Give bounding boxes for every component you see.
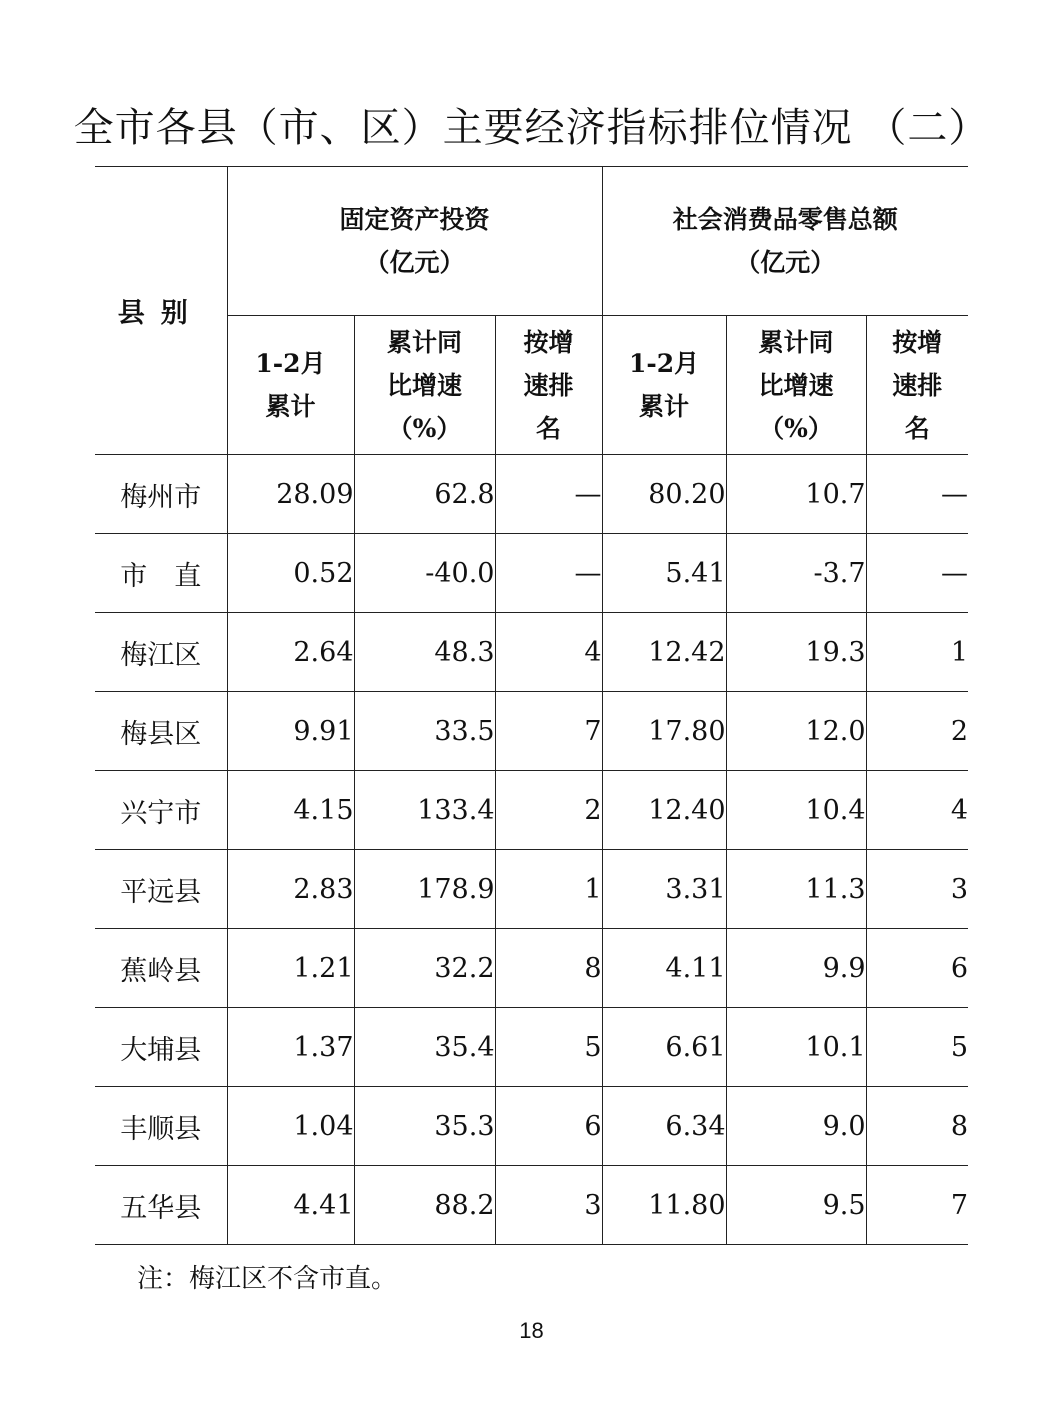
sub-header-cumulative [227,316,354,455]
retail-rank-cell: — [866,455,968,534]
sub-header-line: 累计同 [386,327,462,357]
table-row [95,613,968,692]
table-row [95,1087,968,1166]
table-row [95,534,968,613]
county-cell: 五华县 [95,1166,227,1245]
investment-growth-cell: 33.5 [354,692,495,771]
sub-header-line: 按增 [523,327,574,357]
sub-header-line: 1-2月 [255,349,326,378]
county-cell: 平远县 [95,850,227,929]
retail-growth-cell: 12.0 [726,692,866,771]
sub-header-line: 1-2月 [628,349,700,378]
investment-rank-cell: 1 [495,850,602,929]
table-row [95,850,968,929]
table-row [95,1166,968,1245]
retail-growth-cell: 9.9 [726,929,866,1008]
sub-header-line: 按增 [892,327,943,357]
investment-rank-cell: 6 [495,1087,602,1166]
sub-header-line: 比增速 [758,370,834,400]
retail-rank-cell: — [866,534,968,613]
retail-rank-cell: 4 [866,771,968,850]
county-cell: 丰顺县 [95,1087,227,1166]
sub-header-line: （%） [759,413,833,443]
investment-rank-cell: 3 [495,1166,602,1245]
retail-rank-cell: 1 [866,613,968,692]
county-cell: 兴宁市 [95,771,227,850]
investment-cumulative-cell: 4.15 [227,771,354,850]
retail-sales-header [602,167,968,316]
investment-cumulative-cell: 1.04 [227,1087,354,1166]
investment-rank-cell: 2 [495,771,602,850]
county-cell: 市 直 [95,534,227,613]
retail-growth-cell: 19.3 [726,613,866,692]
table-row [95,771,968,850]
county-cell: 蕉岭县 [95,929,227,1008]
retail-cumulative-cell: 6.34 [602,1087,726,1166]
table-row [95,1008,968,1087]
retail-cumulative-cell: 12.40 [602,771,726,850]
county-cell: 梅县区 [95,692,227,771]
retail-cumulative-cell: 80.20 [602,455,726,534]
investment-growth-cell: 133.4 [354,771,495,850]
retail-growth-cell: 11.3 [726,850,866,929]
investment-rank-cell: — [495,455,602,534]
retail-cumulative-cell: 12.42 [602,613,726,692]
retail-rank-cell: 3 [866,850,968,929]
retail-cumulative-cell: 17.80 [602,692,726,771]
sub-header-line: 累计 [639,392,690,421]
investment-rank-cell: — [495,534,602,613]
county-cell: 大埔县 [95,1008,227,1087]
retail-growth-cell: -3.7 [726,534,866,613]
group-title: 社会消费品零售总额 [672,205,898,234]
retail-rank-cell: 8 [866,1087,968,1166]
page-title: 全市各县（市、区）主要经济指标排位情况 （二） [73,105,990,151]
county-cell: 梅州市 [95,455,227,534]
group-unit: （亿元） [735,248,836,277]
page-number: 18 [519,1318,544,1343]
retail-growth-cell: 10.7 [726,455,866,534]
table-row [95,455,968,534]
sub-header-line: （%） [387,413,462,443]
sub-header-growth [726,316,866,455]
retail-rank-cell: 7 [866,1166,968,1245]
table-row [95,692,968,771]
retail-growth-cell: 9.5 [726,1166,866,1245]
investment-growth-cell: 32.2 [354,929,495,1008]
investment-rank-cell: 7 [495,692,602,771]
county-cell: 梅江区 [95,613,227,692]
sub-header-rank [495,316,602,455]
investment-growth-cell: 48.3 [354,613,495,692]
sub-header-line: 速排 [523,370,574,400]
investment-cumulative-cell: 2.83 [227,850,354,929]
sub-header-line: 累计同 [758,327,834,357]
retail-growth-cell: 10.4 [726,771,866,850]
sub-header-line: 名 [904,413,930,443]
group-unit: （亿元） [364,248,465,277]
investment-growth-cell: 178.9 [354,850,495,929]
sub-header-growth [354,316,495,455]
sub-header-line: 速排 [892,370,943,400]
retail-rank-cell: 2 [866,692,968,771]
fixed-asset-investment-header [227,167,602,316]
retail-cumulative-cell: 5.41 [602,534,726,613]
investment-growth-cell: -40.0 [354,534,495,613]
retail-growth-cell: 10.1 [726,1008,866,1087]
investment-growth-cell: 35.4 [354,1008,495,1087]
retail-cumulative-cell: 4.11 [602,929,726,1008]
retail-growth-cell: 9.0 [726,1087,866,1166]
investment-rank-cell: 4 [495,613,602,692]
retail-cumulative-cell: 6.61 [602,1008,726,1087]
investment-cumulative-cell: 9.91 [227,692,354,771]
investment-growth-cell: 88.2 [354,1166,495,1245]
investment-cumulative-cell: 1.21 [227,929,354,1008]
investment-rank-cell: 8 [495,929,602,1008]
table-row [95,929,968,1008]
investment-cumulative-cell: 1.37 [227,1008,354,1087]
retail-rank-cell: 5 [866,1008,968,1087]
retail-rank-cell: 6 [866,929,968,1008]
retail-cumulative-cell: 3.31 [602,850,726,929]
investment-cumulative-cell: 28.09 [227,455,354,534]
sub-header-cumulative [602,316,726,455]
table-footnote: 注：梅江区不含市直。 [137,1264,398,1294]
sub-header-line: 名 [536,413,562,443]
investment-cumulative-cell: 2.64 [227,613,354,692]
retail-cumulative-cell: 11.80 [602,1166,726,1245]
investment-cumulative-cell: 0.52 [227,534,354,613]
sub-header-rank [866,316,968,455]
sub-header-line: 累计 [265,392,316,421]
sub-header-line: 比增速 [386,370,462,400]
group-title: 固定资产投资 [339,205,490,234]
county-column-header: 县别 [95,167,227,455]
investment-cumulative-cell: 4.41 [227,1166,354,1245]
investment-rank-cell: 5 [495,1008,602,1087]
investment-growth-cell: 35.3 [354,1087,495,1166]
investment-growth-cell: 62.8 [354,455,495,534]
indicator-table [95,166,968,1245]
